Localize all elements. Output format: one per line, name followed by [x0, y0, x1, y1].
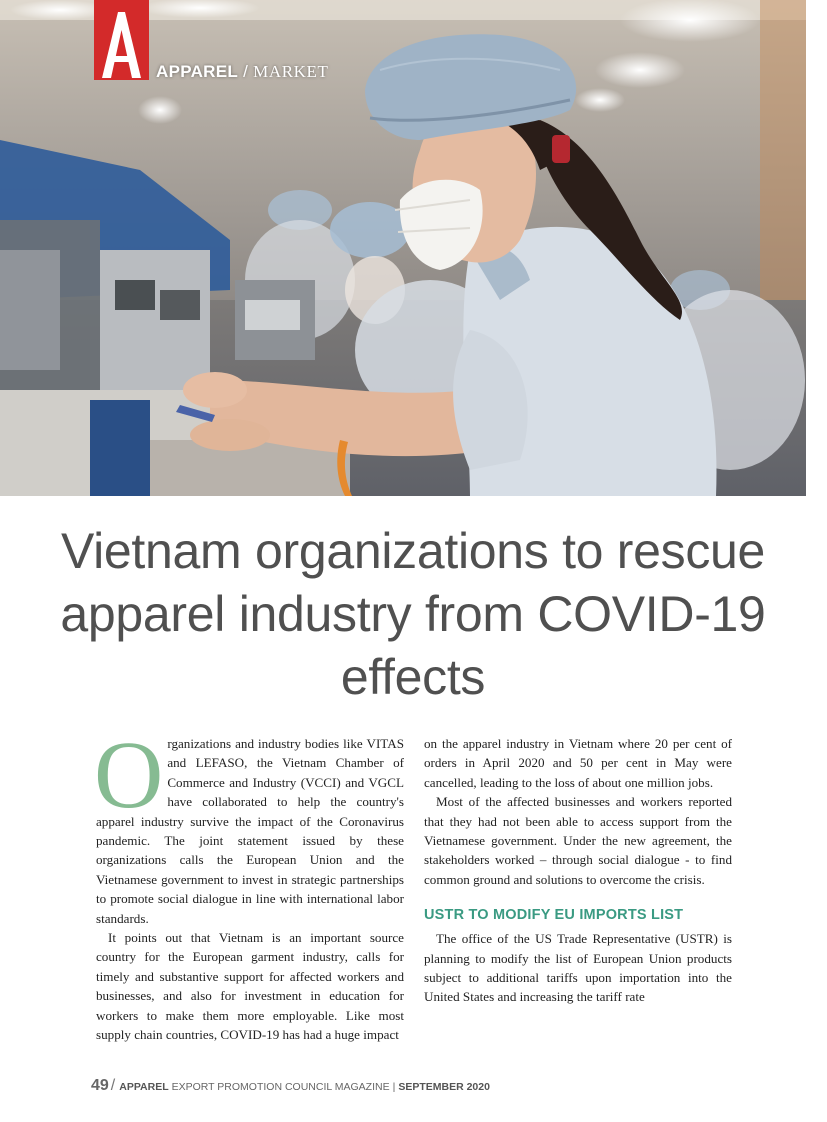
article-headline: Vietnam organizations to rescue apparel industry from COVID-19 effects	[60, 523, 766, 705]
footer-divider: |	[392, 1081, 396, 1093]
section-name: APPAREL	[156, 62, 239, 81]
page-number: 49	[91, 1077, 109, 1094]
footer-slash: /	[110, 1077, 116, 1094]
logo-a-icon	[94, 0, 149, 80]
section-subhead: USTR TO MODIFY EU IMPORTS LIST	[424, 907, 684, 924]
section-label	[156, 62, 329, 82]
footer-brand: APPAREL	[119, 1081, 169, 1093]
paragraph-1-text: rganizations and industry bodies like VITAS and LEFASO, the Vietnam Chamber of Commerce and Industry (VCCI) and VGCL have collaborated to help the country's apparel industry survive the impact of the Coronavirus pandemic. The joint statement issued by these organizations calls the European Union and the Vietnamese government to invest in strategic partnerships to promote social dialogue in line with international labor standards.	[96, 736, 404, 926]
section-separator: /	[243, 62, 249, 81]
paragraph-2: It points out that Vietnam is an important source country for the European garment industry, calls for timely and substantive support for affected workers and businesses, and also for investment in education for workers to make them more employable. Like most supply chain countries, COVID-19 has had a huge impact	[96, 930, 404, 1043]
left-column	[94, 721, 404, 1045]
hero-photo	[0, 0, 806, 496]
footer-date: SEPTEMBER 2020	[398, 1081, 490, 1093]
footer-magazine: EXPORT PROMOTION COUNCIL MAGAZINE	[171, 1081, 390, 1093]
paragraph-2-continued: on the apparel industry in Vietnam where 20 per cent of orders in April 2020 and 50 per cent in May were cancelled, leading to the loss of about one million jobs.	[424, 736, 732, 790]
right-column	[424, 734, 732, 1007]
page-footer	[91, 1077, 490, 1095]
paragraph-1	[94, 721, 404, 928]
subsection-name: MARKET	[253, 62, 329, 81]
paragraph-4: The office of the US Trade Representative (USTR) is planning to modify the list of European Union products subject to additional tariffs upon importation into the United States and increasing the tariff rate	[424, 931, 732, 1005]
paragraph-3: Most of the affected businesses and workers reported that they had not been able to access support from the Vietnamese government. Under the new agreement, the stakeholders worked – through social dialogue - to find common ground and solutions to overcome the crisis.	[424, 794, 732, 887]
magazine-logo	[94, 0, 149, 80]
drop-cap: O	[94, 721, 164, 828]
